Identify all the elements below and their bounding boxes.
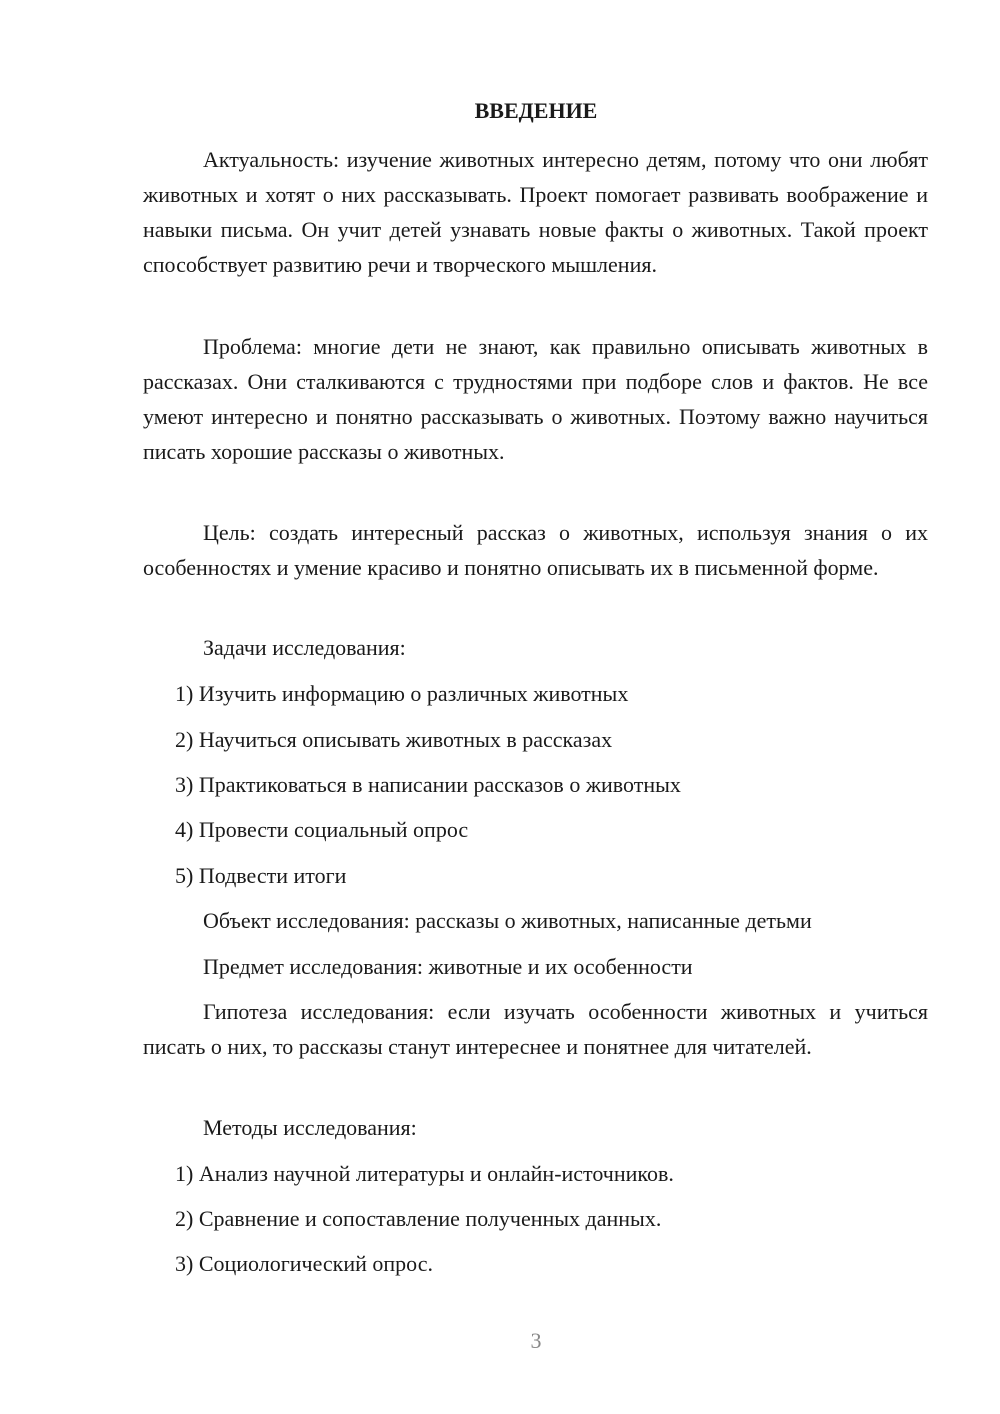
task-item-5: 5) Подвести итоги — [175, 863, 347, 888]
tasks-heading: Задачи исследования: — [203, 635, 406, 660]
research-subject: Предмет исследования: животные и их особенности — [203, 954, 693, 979]
page-title: ВВЕДЕНИЕ — [474, 98, 598, 123]
task-item-4: 4) Провести социальный опрос — [175, 817, 469, 842]
paragraph-problem: Проблема: многие дети не знают, как правильно описывать животных в рассказах. Они сталкиваются с трудностями при подборе слов и фактов. Не все умеют интересно и понятно рассказывать о животных. Поэтому важно научиться писать хорошие рассказы о животных. — [143, 334, 928, 464]
paragraph-goal: Цель: создать интересный рассказ о животных, используя знания о их особенностях и умение красиво и понятно описывать их в письменной форме. — [143, 520, 928, 580]
task-item-1: 1) Изучить информацию о различных животных — [175, 681, 629, 706]
page-number: 3 — [530, 1328, 542, 1353]
task-item-3: 3) Практиковаться в написании рассказов о животных — [175, 772, 681, 797]
research-object: Объект исследования: рассказы о животных, написанные детьми — [203, 908, 812, 933]
task-item-2: 2) Научиться описывать животных в рассказах — [175, 727, 613, 752]
paragraph-hypothesis: Гипотеза исследования: если изучать особенности животных и учиться писать о них, то рассказы станут интереснее и понятнее для читателей. — [143, 999, 928, 1059]
method-item-3: 3) Социологический опрос. — [175, 1251, 433, 1276]
paragraph-actuality: Актуальность: изучение животных интересно детям, потому что они любят животных и хотят о них рассказывать. Проект помогает развивать воображение и навыки письма. Он учит детей узнавать новые факты о животных. Такой проект способствует развитию речи и творческого мышления. — [143, 147, 928, 277]
methods-heading: Методы исследования: — [203, 1115, 417, 1140]
method-item-2: 2) Сравнение и сопоставление полученных данных. — [175, 1206, 662, 1231]
method-item-1: 1) Анализ научной литературы и онлайн-источников. — [175, 1161, 674, 1186]
